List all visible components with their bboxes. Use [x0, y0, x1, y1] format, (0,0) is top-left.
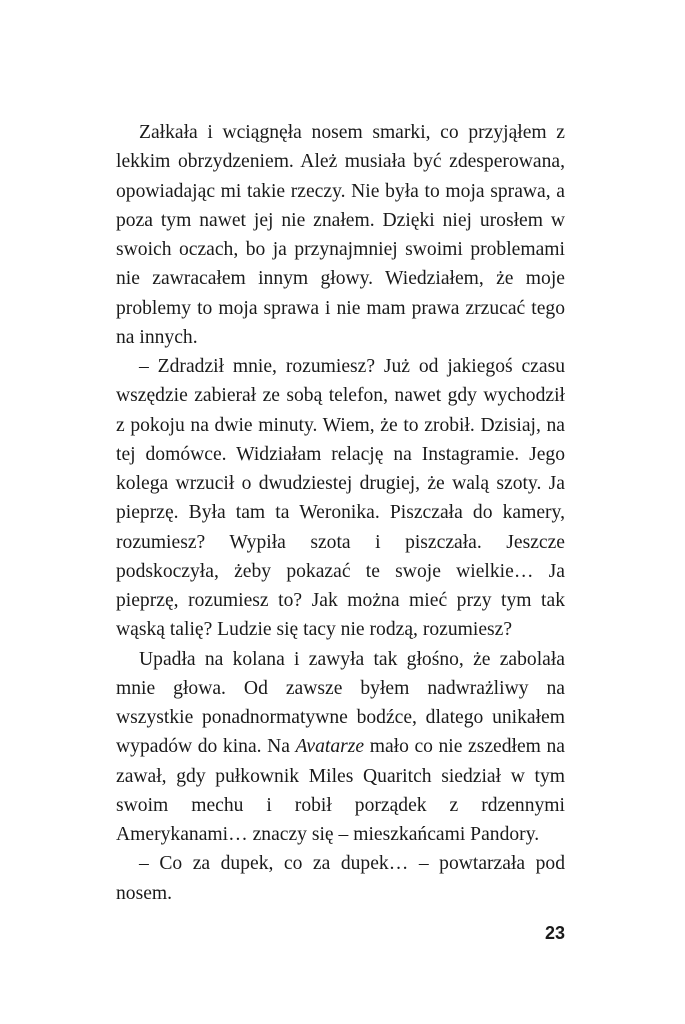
paragraph: Załkała i wciągnęła nosem smarki, co przyjąłem z lekkim obrzydzeniem. Ależ musiała być zdesperowana, opowiadając mi takie rzeczy. Nie była to moja sprawa, a poza tym nawet jej nie znałem. Dzięki niej urosłem w swoich oczach, bo ja przynajmniej swoimi problemami nie zawracałem innym głowy. Wiedziałem, że moje problemy to moja sprawa i nie mam prawa zrzucać tego na innych. — [116, 122, 565, 348]
italic-title: Avatarze — [295, 736, 365, 758]
paragraph: – Zdradził mnie, rozumiesz? Już od jakiegoś czasu wszędzie zabierał ze sobą telefon, nawet gdy wychodził z pokoju na dwie minuty. Wiem, że to zrobił. Dzisiaj, na tej domówce. Widziałam relację na Instagramie. Jego kolega wrzucił o dwudziestej drugiej, że walą szoty. Ja pieprzę. Była tam ta Weronika. Piszczała do kamery, rozumiesz? Wypiła szota i piszczała. Jeszcze podskoczyła, żeby pokazać te swoje wielkie… Ja pieprzę, rozumiesz to? Jak można mieć przy tym tak wąską talię? Ludzie się tacy nie rodzą, rozumiesz? — [116, 356, 565, 641]
paragraph: – Co za dupek, co za dupek… – powtarzała pod nosem. — [116, 853, 565, 904]
body-text — [116, 118, 565, 908]
paragraph — [116, 645, 565, 850]
paragraph-text: mało co nie zszedłem na zawał, gdy pułkownik Miles Quaritch siedział w tym swoim mechu i robił porządek z rdzennymi Amerykanami… znaczy się – mieszkańcami Pandory. — [116, 736, 565, 845]
paragraph-text: Upadła na kolana i zawyła tak głośno, że zabolała mnie głowa. Od zawsze byłem nadwrażliwy na wszystkie ponadnormatywne bodźce, dlatego unikałem wypadów do kina. Na — [116, 648, 565, 758]
page-number: 23 — [544, 923, 565, 943]
